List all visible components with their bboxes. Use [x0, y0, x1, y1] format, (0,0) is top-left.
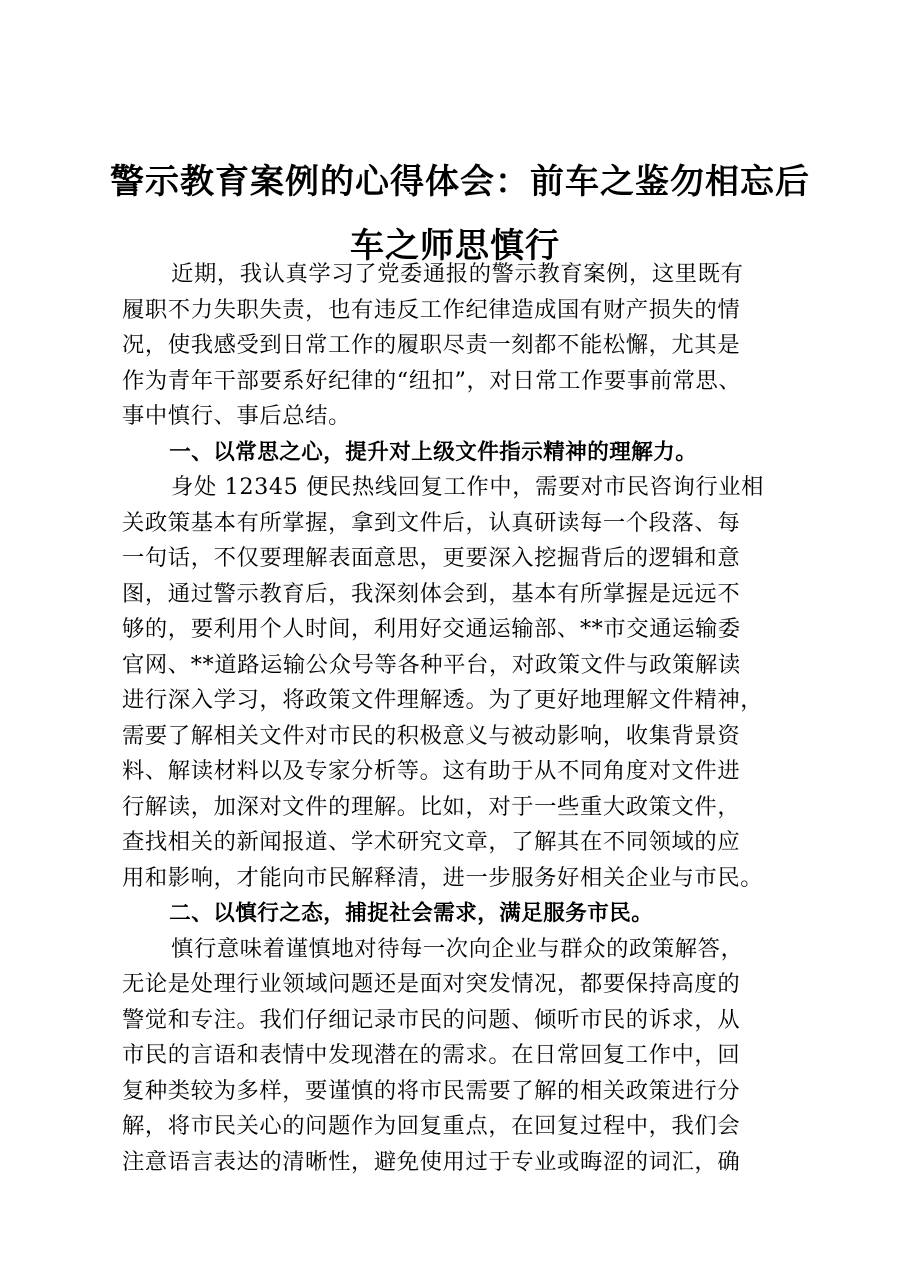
text-line: 需要了解相关文件对市民的积极意义与被动影响，收集背景资 — [122, 722, 741, 749]
text-line: 查找相关的新闻报道、学术研究文章，了解其在不同领域的应 — [122, 829, 741, 855]
text-line: 近期，我认真学习了党委通报的警示教育案例，这里既有 — [171, 261, 744, 287]
text-line: 警觉和专注。我们仔细记录市民的问题、倾听市民的诉求，从 — [122, 1006, 741, 1033]
text-line: 况，使我感受到日常工作的履职尽责一刻都不能松懈，尤其是 — [122, 332, 741, 358]
text-line: 一句话，不仅要理解表面意思，更要深入挖掘背后的逻辑和意 — [122, 545, 741, 571]
text-line: 慎行意味着谨慎地对待每一次向企业与群众的政策解答， — [171, 935, 744, 962]
section-heading-1: 一、以常思之心，提升对上级文件指示精神的理解力。 — [169, 439, 698, 465]
document-title-line-2: 车之师思慎行 — [350, 226, 560, 266]
section-1-paragraph — [122, 470, 812, 896]
text-line: 用和影响，才能向市民解释清，进一步服务好相关企业与市民。 — [122, 864, 764, 891]
text-line: 无论是处理行业领域问题还是面对突发情况，都要保持高度的 — [122, 971, 741, 997]
text-line: 图，通过警示教育后，我深刻体会到，基本有所掌握是远远不 — [122, 580, 741, 607]
text-line: 料、解读材料以及专家分析等。这有助于从不同角度对文件进 — [122, 758, 741, 784]
text-line: 关政策基本有所掌握，拿到文件后，认真研读每一个段落、每 — [122, 509, 741, 536]
text-line: 身处 12345 便民热线回复工作中，需要对市民咨询行业相 — [171, 474, 765, 500]
intro-paragraph — [122, 257, 812, 435]
text-line: 事中慎行、事后总结。 — [122, 403, 351, 429]
text-line: 解，将市民关心的问题作为回复重点，在回复过程中，我们会 — [122, 1113, 741, 1139]
section-2-paragraph — [122, 932, 812, 1181]
section-heading-2: 二、以慎行之态，捕捉社会需求，满足服务市民。 — [169, 901, 654, 926]
text-line: 复种类较为多样，要谨慎的将市民需要了解的相关政策进行分 — [122, 1077, 741, 1104]
text-line: 履职不力失职失责，也有违反工作纪律造成国有财产损失的情 — [122, 296, 741, 323]
text-line: 进行深入学习，将政策文件理解透。为了更好地理解文件精神， — [122, 687, 764, 713]
document-body — [122, 257, 812, 1180]
text-line: 注意语言表达的清晰性，避免使用过于专业或晦涩的词汇，确 — [122, 1148, 741, 1175]
text-line: 作为青年干部要系好纪律的“纽扣”，对日常工作要事前常思、 — [122, 367, 742, 394]
text-line: 市民的言语和表情中发现潜在的需求。在日常回复工作中，回 — [122, 1042, 741, 1068]
document-title-line-1: 警示教育案例的心得体会：前车之鉴勿相忘后 — [110, 162, 810, 202]
text-line: 够的，要利用个人时间，利用好交通运输部、**市交通运输委 — [122, 616, 741, 642]
text-line: 行解读，加深对文件的理解。比如，对于一些重大政策文件， — [122, 793, 741, 820]
text-line: 官网、**道路运输公众号等各种平台，对政策文件与政策解读 — [122, 651, 741, 678]
